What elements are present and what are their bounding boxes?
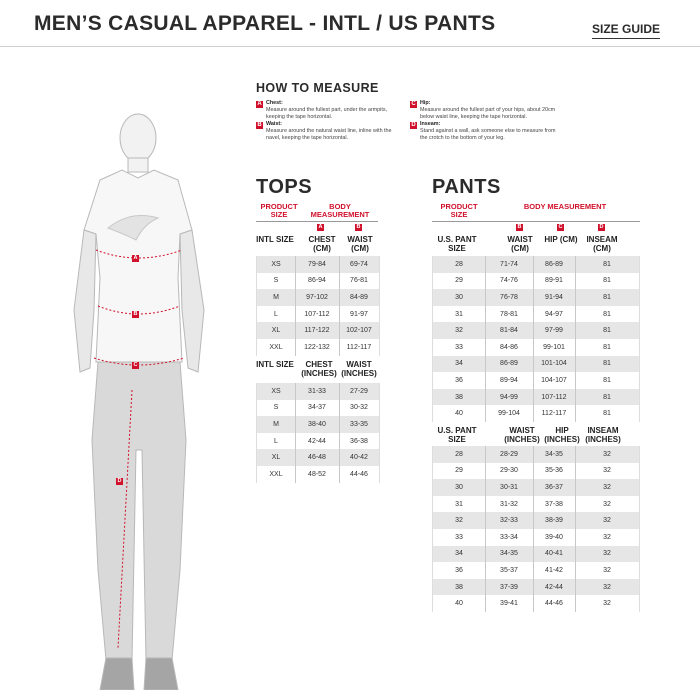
table-cell: 76-78 xyxy=(500,293,518,301)
table-cell: S xyxy=(273,277,279,285)
pants-title: PANTS xyxy=(432,176,501,198)
badge-d: D xyxy=(411,122,416,129)
table-cell: 99-104 xyxy=(498,410,520,418)
table-cell: L xyxy=(274,437,278,445)
pants-cm-waist-header: WAIST (CM) xyxy=(507,235,533,253)
pants-in-inseam-header: INSEAM (INCHES) xyxy=(585,426,621,444)
table-cell: 38-39 xyxy=(545,517,563,525)
measure-label-c: C xyxy=(133,362,138,368)
table-cell: 31 xyxy=(455,310,463,318)
tops-title: TOPS xyxy=(256,176,313,198)
table-cell: 31-32 xyxy=(500,500,518,508)
table-cell: 32 xyxy=(603,533,611,541)
table-cell: 102-107 xyxy=(346,327,372,335)
table-cell: 38 xyxy=(455,583,463,591)
table-cell: 36-38 xyxy=(350,437,368,445)
table-cell: 32 xyxy=(603,600,611,608)
table-row xyxy=(433,479,639,496)
table-cell: 101-104 xyxy=(541,360,567,368)
table-cell: 94-99 xyxy=(500,393,518,401)
table-cell: 35-36 xyxy=(545,467,563,475)
table-row xyxy=(433,463,639,480)
table-cell: 38-40 xyxy=(308,420,326,428)
table-cell: 81 xyxy=(603,410,611,418)
table-cell: 79-84 xyxy=(308,260,326,268)
table-cell: 29 xyxy=(455,467,463,475)
table-cell: XXL xyxy=(269,470,283,478)
measure-label-d: D xyxy=(117,478,122,484)
how-to-measure-left xyxy=(256,100,396,143)
column-divider xyxy=(533,446,534,612)
measure-inseam-item: D Inseam: Stand against a wall, ask someone else to measure from the crotch to the bottom of your leg. xyxy=(411,121,556,141)
table-cell: 32 xyxy=(603,517,611,525)
tops-letter-a: A xyxy=(318,224,323,230)
table-cell: 81 xyxy=(603,277,611,285)
table-cell: 28-29 xyxy=(500,450,518,458)
table-cell: 34 xyxy=(455,550,463,558)
table-row xyxy=(433,579,639,596)
table-cell: 32 xyxy=(455,327,463,335)
column-divider xyxy=(575,256,576,422)
measurement-figure xyxy=(60,100,230,690)
table-row xyxy=(433,405,639,422)
table-cell: 81 xyxy=(603,310,611,318)
table-cell: 44-46 xyxy=(545,600,563,608)
table-row xyxy=(433,322,639,339)
table-cell: 32 xyxy=(603,450,611,458)
table-row xyxy=(433,273,639,290)
table-cell: 78-81 xyxy=(500,310,518,318)
table-cell: 84-86 xyxy=(500,343,518,351)
pants-letter-b: B xyxy=(517,224,522,230)
table-cell: 69-74 xyxy=(350,260,368,268)
pants-in-size-header: U.S. PANT SIZE xyxy=(437,426,477,444)
pants-body-measurement-header: BODY MEASUREMENT xyxy=(523,202,607,211)
table-cell: 104-107 xyxy=(541,376,567,384)
table-row xyxy=(257,400,379,417)
table-cell: 33 xyxy=(455,343,463,351)
tops-letter-b: B xyxy=(356,224,361,230)
table-cell: 36-37 xyxy=(545,483,563,491)
measure-chest-item: A Chest: Measure around the fullest part, under the armpits, keeping the tape horizontal. xyxy=(257,100,388,120)
pants-letter-d: D xyxy=(599,224,604,230)
table-cell: 32 xyxy=(603,500,611,508)
table-cell: 32 xyxy=(455,517,463,525)
table-cell: 91-94 xyxy=(545,293,563,301)
table-cell: 30 xyxy=(455,483,463,491)
pants-inch-table xyxy=(432,446,640,612)
table-cell: 48-52 xyxy=(308,470,326,478)
table-row xyxy=(257,466,379,483)
table-cell: M xyxy=(273,293,279,301)
table-cell: 34-35 xyxy=(545,450,563,458)
pants-header-line xyxy=(432,221,640,222)
table-row xyxy=(433,372,639,389)
table-cell: 29 xyxy=(455,277,463,285)
table-cell: 91-97 xyxy=(350,310,368,318)
table-cell: 86-89 xyxy=(500,360,518,368)
table-cell: 81 xyxy=(603,360,611,368)
table-cell: 32 xyxy=(603,550,611,558)
table-cell: 107-112 xyxy=(541,393,567,401)
table-cell: 81 xyxy=(603,376,611,384)
table-row xyxy=(433,529,639,546)
table-cell: 40 xyxy=(455,600,463,608)
tops-in-waist-header: WAIST (INCHES) xyxy=(341,360,377,378)
table-cell: S xyxy=(273,404,279,412)
table-cell: 30 xyxy=(455,293,463,301)
table-row xyxy=(257,256,379,273)
pants-in-hip-header: HIP (INCHES) xyxy=(544,426,580,444)
table-cell: 97-99 xyxy=(545,327,563,335)
table-cell: 32 xyxy=(603,483,611,491)
tops-cm-size-header: INTL SIZE xyxy=(256,235,294,244)
table-cell: 32-33 xyxy=(500,517,518,525)
table-cell: 99-101 xyxy=(543,343,565,351)
size-guide-link[interactable]: SIZE GUIDE xyxy=(592,22,660,39)
table-cell: 74-76 xyxy=(500,277,518,285)
table-row xyxy=(257,383,379,400)
table-cell: 81 xyxy=(603,327,611,335)
table-cell: 42-44 xyxy=(308,437,326,445)
table-cell: 89-94 xyxy=(500,376,518,384)
column-divider xyxy=(339,383,340,483)
pants-letter-c: C xyxy=(558,224,563,230)
table-cell: 28 xyxy=(455,450,463,458)
table-cell: 81 xyxy=(603,293,611,301)
table-row xyxy=(257,433,379,450)
table-cell: 81 xyxy=(603,343,611,351)
table-cell: 86-89 xyxy=(545,260,563,268)
table-row xyxy=(433,339,639,356)
column-divider xyxy=(575,446,576,612)
table-cell: 117-122 xyxy=(304,327,330,335)
table-cell: 34-35 xyxy=(500,550,518,558)
table-row xyxy=(433,389,639,406)
table-cell: XS xyxy=(271,387,281,395)
table-cell: 37-38 xyxy=(545,500,563,508)
table-row xyxy=(433,256,639,273)
table-row xyxy=(433,289,639,306)
table-cell: 81-84 xyxy=(500,327,518,335)
table-cell: 33-35 xyxy=(350,420,368,428)
table-cell: 40-42 xyxy=(350,454,368,462)
table-cell: 71-74 xyxy=(500,260,518,268)
table-cell: 38 xyxy=(455,393,463,401)
table-cell: 36 xyxy=(455,566,463,574)
pants-in-waist-header: WAIST (INCHES) xyxy=(504,426,540,444)
tops-cm-table xyxy=(256,256,380,356)
table-cell: 112-117 xyxy=(346,343,372,351)
table-cell: 33-34 xyxy=(500,533,518,541)
table-cell: 30-31 xyxy=(500,483,518,491)
measure-label-a: A xyxy=(133,255,138,261)
table-cell: 36 xyxy=(455,376,463,384)
measure-label-b: B xyxy=(133,311,138,317)
table-cell: 32 xyxy=(603,566,611,574)
table-cell: 41-42 xyxy=(545,566,563,574)
tops-product-size-header: PRODUCT SIZE xyxy=(260,202,298,219)
table-cell: 32 xyxy=(603,583,611,591)
table-cell: 42-44 xyxy=(545,583,563,591)
table-cell: 76-81 xyxy=(350,277,368,285)
table-row xyxy=(257,273,379,290)
table-row xyxy=(433,446,639,463)
table-cell: 112-117 xyxy=(541,410,567,418)
table-row xyxy=(433,562,639,579)
table-cell: 40-41 xyxy=(545,550,563,558)
table-cell: 81 xyxy=(603,393,611,401)
column-divider xyxy=(295,256,296,356)
page-title: MEN’S CASUAL APPAREL - INTL / US PANTS xyxy=(34,12,496,35)
table-cell: XL xyxy=(271,327,281,335)
man-figure-illustration xyxy=(60,100,230,690)
table-cell: 122-132 xyxy=(304,343,330,351)
badge-b: B xyxy=(257,122,262,129)
table-cell: L xyxy=(274,310,278,318)
table-cell: 39-40 xyxy=(545,533,563,541)
table-cell: 44-46 xyxy=(350,470,368,478)
table-cell: 37-39 xyxy=(500,583,518,591)
table-cell: 33 xyxy=(455,533,463,541)
column-divider xyxy=(295,383,296,483)
table-cell: 107-112 xyxy=(304,310,330,318)
column-divider xyxy=(485,446,486,612)
table-cell: 94-97 xyxy=(545,310,563,318)
column-divider xyxy=(339,256,340,356)
table-cell: 84-89 xyxy=(350,293,368,301)
tops-header-line xyxy=(256,221,378,222)
column-divider xyxy=(485,256,486,422)
table-cell: 35-37 xyxy=(500,566,518,574)
how-to-measure-right xyxy=(410,100,560,143)
tops-body-measurement-header: BODY MEASUREMENT xyxy=(310,202,370,219)
table-cell: 46-48 xyxy=(308,454,326,462)
table-cell: XS xyxy=(271,260,281,268)
badge-a: A xyxy=(257,101,262,107)
table-cell: 29-30 xyxy=(500,467,518,475)
table-row xyxy=(433,356,639,373)
table-cell: 89-91 xyxy=(545,277,563,285)
table-row xyxy=(433,546,639,563)
table-cell: 86-94 xyxy=(308,277,326,285)
how-to-measure-title: HOW TO MEASURE xyxy=(256,81,379,95)
table-row xyxy=(257,339,379,356)
table-row xyxy=(433,496,639,513)
tops-inch-table xyxy=(256,383,380,483)
table-cell: 27-29 xyxy=(350,387,368,395)
table-row xyxy=(257,449,379,466)
pants-cm-size-header: U.S. PANT SIZE xyxy=(437,235,477,253)
table-cell: 32 xyxy=(603,467,611,475)
table-row xyxy=(257,306,379,323)
measure-hip-item: C Hip: Measure around the fullest part of your hips, about 20cm below waist line, keeping the tape horizontal. xyxy=(411,100,556,120)
badge-c: C xyxy=(411,101,416,107)
table-row xyxy=(433,512,639,529)
table-row xyxy=(433,306,639,323)
tops-cm-chest-header: CHEST (CM) xyxy=(308,235,336,253)
table-cell: 97-102 xyxy=(306,293,328,301)
table-row xyxy=(257,289,379,306)
tops-cm-waist-header: WAIST (CM) xyxy=(347,235,373,253)
table-row xyxy=(433,595,639,612)
table-cell: 30-32 xyxy=(350,404,368,412)
table-cell: 34-37 xyxy=(308,404,326,412)
pants-cm-table xyxy=(432,256,640,422)
table-cell: 81 xyxy=(603,260,611,268)
table-row xyxy=(257,322,379,339)
table-cell: XL xyxy=(271,454,281,462)
table-cell: 34 xyxy=(455,360,463,368)
tops-in-chest-header: CHEST (INCHES) xyxy=(301,360,337,378)
table-cell: 31 xyxy=(455,500,463,508)
table-cell: 31-33 xyxy=(308,387,326,395)
table-cell: M xyxy=(273,420,279,428)
header-divider xyxy=(0,46,700,47)
pants-cm-inseam-header: INSEAM (CM) xyxy=(586,235,618,253)
table-cell: 28 xyxy=(455,260,463,268)
tops-in-size-header: INTL SIZE xyxy=(256,360,294,369)
pants-cm-hip-header: HIP (CM) xyxy=(544,235,578,244)
pants-product-size-header: PRODUCT SIZE xyxy=(440,202,478,219)
table-cell: 39-41 xyxy=(500,600,518,608)
table-cell: XXL xyxy=(269,343,283,351)
measure-waist-item: B Waist: Measure around the natural waist line, inline with the navel, keeping the tape horizontal. xyxy=(257,121,392,141)
table-cell: 40 xyxy=(455,410,463,418)
column-divider xyxy=(533,256,534,422)
table-row xyxy=(257,416,379,433)
